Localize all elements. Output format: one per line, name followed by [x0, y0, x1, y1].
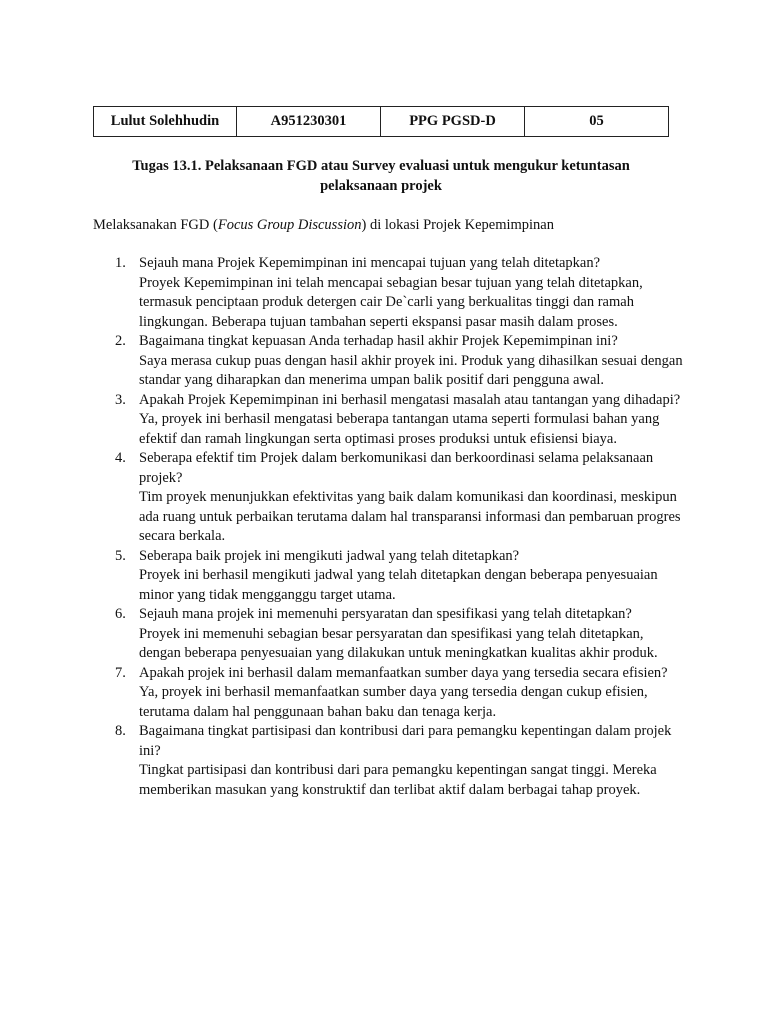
item-answer: Tim proyek menunjukkan efektivitas yang baik dalam komunikasi dan koordinasi, meskipun ada ruang untuk perbaikan terutama dalam hal transparansi informasi dan pembaruan progres secara berkala.	[139, 489, 681, 544]
list-item	[93, 254, 683, 332]
student-name-cell: Lulut Solehhudin	[94, 107, 237, 137]
list-item	[93, 391, 683, 450]
item-number: 6.	[115, 606, 126, 622]
item-number: 4.	[115, 450, 126, 466]
item-number: 2.	[115, 333, 126, 349]
list-item	[93, 722, 683, 800]
identity-row	[94, 107, 669, 137]
item-question: Sejauh mana Projek Kepemimpinan ini mencapai tujuan yang telah ditetapkan?	[139, 255, 601, 271]
item-answer: Proyek ini memenuhi sebagian besar persyaratan dan spesifikasi yang telah ditetapkan, dengan beberapa penyesuaian yang dilakukan untuk meningkatkan kualitas akhir produk.	[139, 625, 658, 661]
number-cell: 05	[525, 107, 669, 137]
intro-text-before: Melaksanakan FGD (	[93, 217, 218, 233]
item-question: Seberapa baik projek ini mengikuti jadwal yang telah ditetapkan?	[139, 547, 520, 564]
item-question: Bagaimana tingkat kepuasan Anda terhadap hasil akhir Projek Kepemimpinan ini?	[139, 333, 618, 349]
intro-text-after: ) di lokasi Projek Kepemimpinan	[361, 217, 554, 233]
item-answer: Proyek ini berhasil mengikuti jadwal yang telah ditetapkan dengan beberapa penyesuaian minor yang tidak mengganggu target utama.	[139, 567, 658, 603]
student-id-cell: A951230301	[237, 107, 381, 137]
item-number: 3.	[115, 391, 126, 408]
item-answer: Proyek Kepemimpinan ini telah mencapai sebagian besar tujuan yang telah ditetapkan, termasuk penciptaan produk detergen cair De`carli yang berkualitas tinggi dan ramah lingkungan. Beberapa tujuan tambahan seperti ekspansi pasar masih dalam proses.	[139, 274, 643, 330]
intro-paragraph	[93, 215, 683, 235]
item-question: Seberapa efektif tim Projek dalam berkomunikasi dan berkoordinasi selama pelaksanaan projek?	[139, 450, 654, 486]
identity-table	[93, 106, 669, 137]
list-item	[93, 664, 683, 723]
item-number: 8.	[115, 723, 126, 739]
title-line-2: pelaksanaan projek	[320, 178, 442, 194]
item-question: Bagaimana tingkat partisipasi dan kontribusi dari para pemangku kepentingan dalam projek ini?	[139, 723, 672, 759]
title-line-1: Tugas 13.1. Pelaksanaan FGD atau Survey evaluasi untuk mengukur ketuntasan	[132, 158, 630, 174]
item-answer: Saya merasa cukup puas dengan hasil akhir proyek ini. Produk yang dihasilkan sesuai dengan standar yang diharapkan dan menerima umpan balik positif dari pengguna awal.	[139, 352, 683, 388]
item-question: Apakah Projek Kepemimpinan ini berhasil mengatasi masalah atau tantangan yang dihadapi?	[139, 391, 681, 408]
list-item	[93, 547, 683, 606]
qa-list	[93, 254, 683, 800]
item-number: 7.	[115, 664, 126, 681]
program-cell: PPG PGSD-D	[381, 107, 525, 137]
item-question: Sejauh mana projek ini memenuhi persyaratan dan spesifikasi yang telah ditetapkan?	[139, 606, 632, 622]
item-answer: Tingkat partisipasi dan kontribusi dari para pemangku kepentingan sangat tinggi. Mereka memberikan masukan yang konstruktif dan terlibat aktif dalam berbagai tahap proyek.	[139, 762, 657, 798]
item-answer: Ya, proyek ini berhasil mengatasi beberapa tantangan utama seperti formulasi bahan yang efektif dan ramah lingkungan serta optimasi proses produksi untuk efisiensi biaya.	[139, 411, 660, 447]
list-item	[93, 605, 683, 664]
item-question: Apakah projek ini berhasil dalam memanfaatkan sumber daya yang tersedia secara efisien?	[139, 664, 668, 681]
document-title	[93, 156, 669, 196]
item-answer: Ya, proyek ini berhasil memanfaatkan sumber daya yang tersedia dengan cukup efisien, terutama dalam hal penggunaan bahan baku dan tenaga kerja.	[139, 684, 648, 720]
item-number: 5.	[115, 547, 126, 564]
item-number: 1.	[115, 255, 126, 271]
list-item	[93, 332, 683, 391]
intro-text-italic: Focus Group Discussion	[217, 217, 362, 233]
list-item	[93, 449, 683, 547]
